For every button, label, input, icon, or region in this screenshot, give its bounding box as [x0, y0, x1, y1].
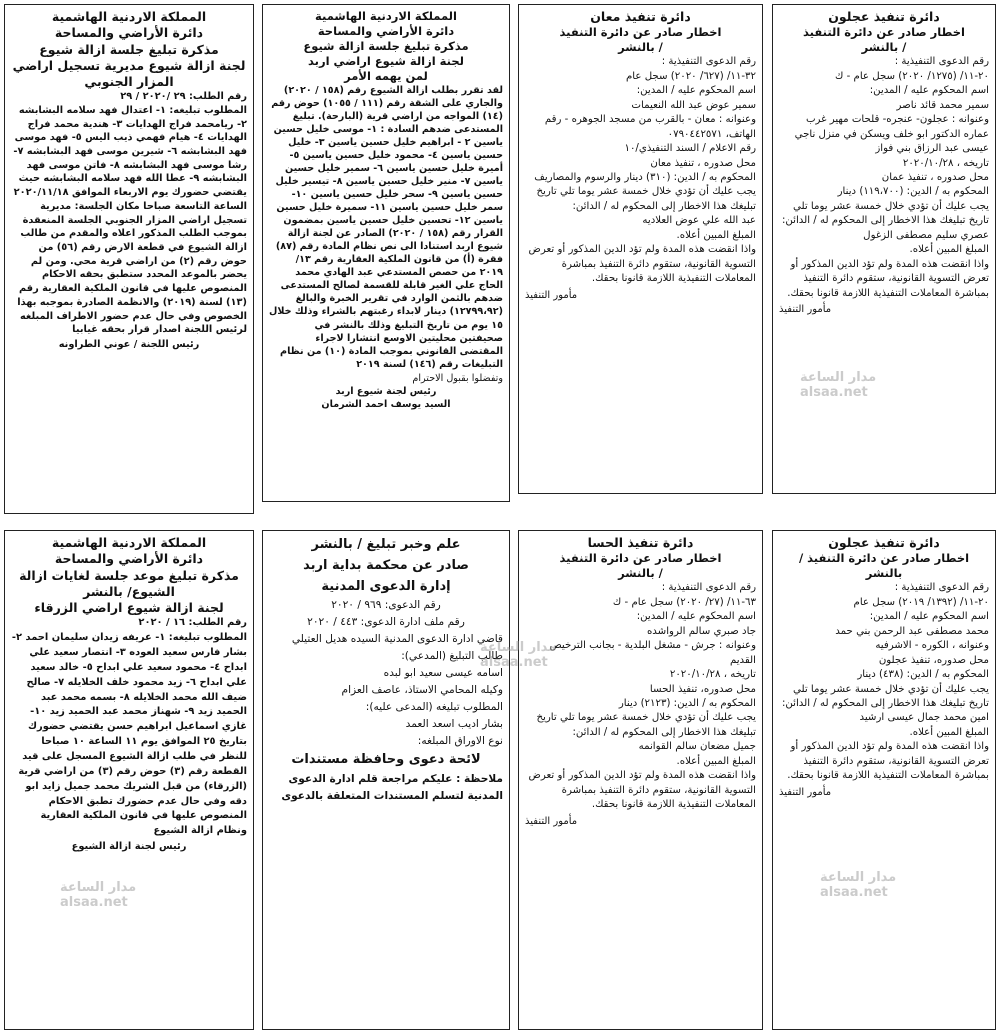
- notice-line: ٦٣-١١/ (٢٧/ ٢٠٢٠) سجل عام - ك: [612, 596, 756, 608]
- notice-title: دائرة تنفيذ الحسا: [587, 535, 694, 550]
- notice-line: اسم المحكوم عليه / المدين:: [869, 85, 989, 97]
- notice-line: امين محمد جمال عيسى ارشيد: [859, 712, 989, 724]
- notice-title: دائرة الأراضي والمساحة: [317, 23, 455, 38]
- notice-line: جاد صبري سالم الرواشده: [646, 625, 756, 637]
- notice-line: ٢٠-١١/ (١٣٩٢/ ٢٠١٩) سجل عام: [853, 596, 989, 608]
- notice-title: لجنة ازالة شيوع مديرية تسجيل اراضي المزار الجنوبي: [12, 57, 246, 89]
- notice-title: المملكة الاردنية الهاشمية: [51, 9, 207, 24]
- watermark-text: مدار الساعة: [820, 870, 897, 885]
- watermark-url: alsaa.net: [820, 885, 888, 900]
- notice-title: مذكرة تبليغ جلسة ازالة شيوع: [303, 38, 469, 53]
- notice-subtitle: اخطار صادر عن دائرة التنفيذ / بالنشر: [798, 551, 970, 581]
- notice-line: رقم الدعوى التنفيذية :: [894, 56, 989, 68]
- watermark-text: مدار الساعة: [800, 370, 877, 385]
- notice-line: سمير عوض عبد الله النعيمات: [631, 99, 756, 111]
- notice-irbid-partition: [262, 4, 510, 502]
- notice-line: المحكوم به / الدين: (١١٩،٧٠٠) دينار: [837, 186, 989, 198]
- notice-line: وعنوانه : عجلون- عنجره- قلحات مهير غرب عماره الدكتور ابو خلف ويسكن في منزل ناجي عيسى عبد الرزاق بني فواز: [794, 114, 989, 155]
- notice-reference: رقم الطلب: ١٦ / ٢٠٢٠: [138, 617, 247, 629]
- notice-closing: وتفضلوا بقبول الاحترام: [412, 372, 503, 384]
- notice-line: محل صدوره ، تنفيذ معان: [650, 157, 756, 169]
- notice-line: قاضي ادارة الدعوى المدنية السيده هديل العتيلي: [291, 633, 503, 646]
- watermark-url: alsaa.net: [60, 895, 128, 910]
- notice-subtitle: اخطار صادر عن دائرة التنفيذ: [559, 551, 722, 566]
- notice-title: دائرة الأراضي والمساحة: [54, 25, 204, 41]
- notice-subtitle: / بالنشر: [861, 40, 907, 55]
- notice-title: لمن يهمه الأمر: [344, 68, 428, 83]
- notice-line: تاريخه ، ٢٠٢٠/١٠/٢٨: [669, 669, 756, 681]
- notice-hasa: [518, 530, 763, 1030]
- notice-line: جميل مضعان سالم القوانمه: [638, 741, 756, 753]
- watermark-url: alsaa.net: [480, 655, 548, 670]
- notice-title: إدارة الدعوى المدنية: [321, 578, 451, 594]
- notice-line: يجب عليك أن تؤدي خلال خمسة عشر يوما تلي تاريخ تبليغك هذا الاخطار إلى المحكوم له / الدائن:: [536, 712, 756, 738]
- notice-line: عصري سليم مصطفى الزغول: [863, 229, 989, 241]
- notice-signature: رئيس اللجنة / عوني الطراونه: [58, 338, 200, 350]
- notice-line: المحكوم به / الدين: (٤٣٨) دينار: [857, 669, 989, 681]
- notice-title: لجنة ازالة شيوع اراضي الزرقاء: [34, 600, 224, 615]
- notice-body: المطلوب تبليغه: ١- عريفه زيدان سليمان احمد ٢- بشار فارس سعيد العوده ٣- انتصار سعيد علي ابداح ٤- محمود سعيد علي ابداح ٥- خالد سعيد علي ابداح ٦- زيد محمود خلف الخلايله ٧- صالح ضيف الله محمد الخلايله ٨- بسمه محمد عبد الحميد زيد ٩- شهناز محمد عبد الحميد زيد ١٠- غازي اسماعيل ابراهيم حسن يقتضي حضورك بتاريخ ٢٥ الموافق يوم ١١ الساعة ١٠ صباحا للنظر في طلب ازالة الشيوع المسجل على قيد القطعة رقم (٣) حوض رقم (٣) من اراضي قرية (الزرقاء) من قبل الشريك محمد جميل زايد ابو دقه وفي حال عدم حضورك تطبق الاحكام المنصوص عليها في قانون الملكية العقارية ونظام ازالة الشيوع: [11, 632, 247, 837]
- notice-line: المبلغ المبين أعلاه.: [676, 229, 756, 241]
- notice-signature: رئيس لجنة شيوع اربد: [335, 385, 437, 397]
- notice-line: رقم الدعوى التنفيذية :: [661, 582, 756, 594]
- notice-line: المبلغ المبين أعلاه.: [909, 244, 989, 256]
- notice-title: المملكة الاردنية الهاشمية: [51, 535, 207, 550]
- notice-line: وعنوانه : معان - بالقرب من مسجد الجوهره - رقم الهاتف، ٠٧٩٠٤٤٢٥٧١: [544, 114, 756, 140]
- notice-title: صادر عن محكمة بداية اربد: [303, 557, 469, 573]
- notice-title: علم وخبر تبليغ / بالنشر: [311, 537, 461, 552]
- notice-title: مذكرة تبليغ موعد جلسة لغايات ازالة الشيوع/ بالنشر: [19, 567, 239, 599]
- notice-line: ٣٢-١١/ (٦٢٧/ ٢٠٢٠) سجل عام: [625, 70, 756, 82]
- notice-signature: السيد يوسف احمد الشرمان: [321, 398, 451, 410]
- notice-title: المملكة الاردنية الهاشمية: [315, 9, 457, 23]
- notice-zarqa-partition: [4, 530, 254, 1030]
- notice-line: واذا انقضت هذه المدة ولم تؤد الدين المذكور أو تعرض التسوية القانونية، ستقوم دائرة التنفيذ بمباشرة المعاملات التنفيذية اللازمة قانونا بحقك.: [528, 244, 756, 285]
- notice-line: محمد مصطفى عبد الرحمن بني حمد: [835, 625, 989, 637]
- notice-title: لجنة ازالة شيوع اراضي اربد: [308, 53, 464, 68]
- notice-subtitle: / بالنشر: [618, 566, 663, 581]
- notice-subtitle: اخطار صادر عن دائرة التنفيذ: [559, 25, 722, 40]
- watermark-text: مدار الساعة: [60, 880, 137, 895]
- notice-line: المحكوم به / الدين: (٣١٠) دينار والرسوم والمصاريف: [534, 172, 756, 183]
- notice-line: واذا انقضت هذه المدة ولم تؤد الدين المذكور أو تعرض التسوية القانونية، ستقوم دائرة التنفيذ بمباشرة المعاملات التنفيذية اللازمة قانونا بحقك.: [787, 258, 989, 299]
- notice-ajloun-bottom: [772, 530, 996, 1030]
- notice-line: وعنوانه : جرش - مشغل البلدية - بجانب الترخيص القديم: [549, 640, 756, 666]
- notice-line: اسم المحكوم عليه / المدين:: [636, 611, 756, 623]
- notice-footer: مأمور التنفيذ: [525, 289, 578, 301]
- notice-line: المطلوب تبليغه (المدعى عليه):: [365, 701, 503, 714]
- notice-line: المحكوم به / الدين: (٢١٢٣) دينار: [618, 698, 756, 709]
- notice-line: محل صدوره، تنفيذ عجلون: [878, 654, 989, 666]
- notice-footer: مأمور التنفيذ: [779, 786, 832, 798]
- notice-signature: رئيس لجنة ازالة الشيوع: [71, 841, 187, 853]
- notice-subtitle: اخطار صادر عن دائرة التنفيذ: [803, 25, 965, 40]
- notice-line: وعنوانه ، الكوره - الاشرفيه: [875, 640, 989, 652]
- notice-maan: [518, 4, 763, 494]
- notice-line: المبلغ المبين أعلاه.: [909, 726, 989, 738]
- notice-line: بشار اديب اسعد العمد: [405, 717, 503, 730]
- notice-line: ٢٠-١١/ (١٢٧٥/ ٢٠٢٠) سجل عام - ك: [834, 70, 989, 82]
- notice-mazar-partition: [4, 4, 254, 514]
- notice-title: مذكرة تبليغ جلسة ازالة شيوع: [39, 41, 219, 57]
- notice-line: يجب عليك أن تؤدي خلال خمسة عشر يوما تلي تاريخ تبليغك هذا الاخطار إلى المحكوم له / الدائن:: [781, 683, 989, 709]
- notice-line: محل صدوره ، تنفيذ عمان: [881, 172, 989, 183]
- notice-reference: رقم الطلب: ٢٩ /٢٠٢٠ / ٢٩: [120, 91, 247, 103]
- notice-line: رقم الدعوى: ٩٦٩ / ٢٠٢٠: [331, 599, 441, 612]
- notice-title: دائرة تنفيذ عجلون: [828, 9, 940, 24]
- notice-line: واذا انقضت هذه المدة ولم تؤد الدين المذكور أو تعرض التسوية القانونية، ستقوم دائرة التنفيذ بمباشرة المعاملات التنفيذية اللازمة قانونا بحقك.: [787, 741, 989, 782]
- notice-line: وكيله المحامي الاستاذ، عاصف العزام: [341, 684, 503, 697]
- notice-body: لقد تقرر بطلب ازالة الشيوع رقم (١٥٨ / ٢٠٢٠) والجاري على الشقة رقم (١١١ / ١٠٥٥) حوض رقم (١٤) المواجه من اراضي قرية (البارحة). تبليغ المستدعى ضدهم السادة : ١- موسى خليل حسين ياسين ٢ - ابراهيم خليل حسين ياسين ٣- خليل حسين ياسين ٤- محمود خليل حسين ياسين ٥- أميرة خليل حسين ياسين ٦- سمير خليل حسين ياسين ٧- منير خليل حسين ياسين ٨- تيسير خليل حسين ياسين ٩- سحر خليل حسين ياسين ١٠- سمر خليل حسين ياسين ١١- سميرة خليل حسين ياسين ١٢- تحسين خليل حسين ياسين بمضمون القرار رقم (١٥٨ / ٢٠٢٠) الصادر عن لجنة ازالة شيوع اربد استنادا الى نص نظام المادة رقم (٨٧) فقرة (أ) من قانون الملكية العقارية رقم ١٣/ ٢٠١٩ من حصص المستدعي عبد الهادي محمد الحاج علي الغير قابلة للقسمة لصالح المستدعى ضدهم بالثمن الوارد في تقرير الخبرة والبالغ (١٢٧٩٩،٩٢) دينار لابداء رغبتهم بالشراء وذلك خلال ١٥ يوم من تاريخ التبليغ وذلك بالنشر في صحيفتين محليتين الاوسع انتشارا لاجراء المقتضى القانوني بموجب المادة (١٠) من نظام التبليغات رقم (١٤٦) لسنة ٢٠١٩: [269, 84, 503, 370]
- notice-line: يجب عليك أن تؤدي خلال خمسة عشر يوما تلي تاريخ تبليغك هذا الاخطار إلى المحكوم له / الدائن:: [781, 200, 989, 227]
- notice-line: واذا انقضت هذه المدة ولم تؤد الدين المذكور أو تعرض التسوية القانونية، ستقوم دائرة التنفيذ بمباشرة المعاملات التنفيذية اللازمة قانونا بحقك.: [528, 770, 756, 811]
- notice-title: دائرة الأراضي والمساحة: [54, 551, 204, 567]
- notice-line: يجب عليك أن تؤدي خلال خمسة عشر يوما تلي تاريخ تبليغك هذا الاخطار إلى المحكوم له / الدائن:: [536, 186, 756, 212]
- notice-line: اسم المحكوم عليه / المدين:: [636, 85, 756, 97]
- notice-note: ملاحظة : عليكم مراجعة قلم ادارة الدعوى المدنية لتسلم المستندات المتعلقة بالدعوى: [281, 772, 503, 802]
- watermark-url: alsaa.net: [800, 385, 868, 400]
- notice-line: سمير محمد قائد ناصر: [896, 99, 989, 111]
- notice-footer: مأمور التنفيذ: [779, 304, 832, 316]
- notice-title: دائرة تنفيذ معان: [590, 9, 691, 24]
- notice-body: المطلوب تبليغه: ١- اعتدال فهد سلامه البشابشه ٢- ريامحمد فراج الهدايات ٣- هندية محمد فراج الهدايات ٤- هيام فهمي ذيب اليس ٥- فهد موسى فهد البشابشه ٦- شيرين موسى فهد البشابشه ٧- رشا موسى فهد البشابشه ٨- فاتن موسى فهد البشابشه ٩- عطا الله فهد سلامه البشابشه حيث يقتضي حضورك يوم الاربعاء الموافق ٢٠٢٠/١١/١٨ الساعة التاسعة صباحا مكان الجلسة: مديرية تسجيل اراضي المزار الجنوبي الجلسة المنعقدة بموجب الطلب المذكور اعلاه والمقدم من طالب ازالة الشيوع في قطعة الارض رقم (٥٦) من حوض رقم (٢) من اراضي قرية محي. ومن لم يحضر بالموعد المحدد ستطبق بحقه الاحكام المنصوص عليها في قانون الملكية العقارية رقم (١٣) لسنة (٢٠١٩) والانظمة الصادرة بموجبه بهذا الخصوص وفي حال عدم حضور الاطراف المبلغه لرئيس اللجنة اصدار قرار بحقه غيابيا: [13, 104, 247, 336]
- notice-line: عبد الله علي عوض العلاديه: [642, 215, 756, 227]
- notice-line: رقم الدعوى التنفيذية :: [661, 56, 756, 68]
- notice-footer: مأمور التنفيذ: [525, 815, 578, 827]
- notice-line: اسامه عيسى سعيد ابو لبده: [383, 667, 503, 680]
- notice-line: رقم الاعلام / السند التنفيذي/١٠: [624, 143, 756, 155]
- notice-line: اسم المحكوم عليه / المدين:: [869, 611, 989, 623]
- notice-ajloun-top: [772, 4, 996, 494]
- notice-title: دائرة تنفيذ عجلون: [828, 535, 940, 550]
- notice-line: طالب التبليغ (المدعي):: [401, 650, 503, 663]
- notice-line: محل صدوره، تنفيذ الحسا: [649, 683, 756, 695]
- notice-irbid-court: [262, 530, 510, 1030]
- watermark-text: مدار الساعة: [480, 640, 557, 655]
- notice-line: تاريخه ، ٢٠٢٠/١٠/٢٨: [902, 157, 989, 169]
- notice-doc-type: لائحة دعوى وحافظة مستندات: [291, 751, 481, 767]
- notice-line: رقم ملف ادارة الدعوى: ٤٤٣ / ٢٠٢٠: [307, 616, 465, 629]
- notice-subtitle: / بالنشر: [618, 40, 663, 55]
- notice-line: المبلغ المبين أعلاه.: [676, 755, 756, 767]
- notice-line: نوع الاوراق المبلغه:: [417, 734, 503, 747]
- notice-line: رقم الدعوى التنفيذية :: [894, 582, 989, 594]
